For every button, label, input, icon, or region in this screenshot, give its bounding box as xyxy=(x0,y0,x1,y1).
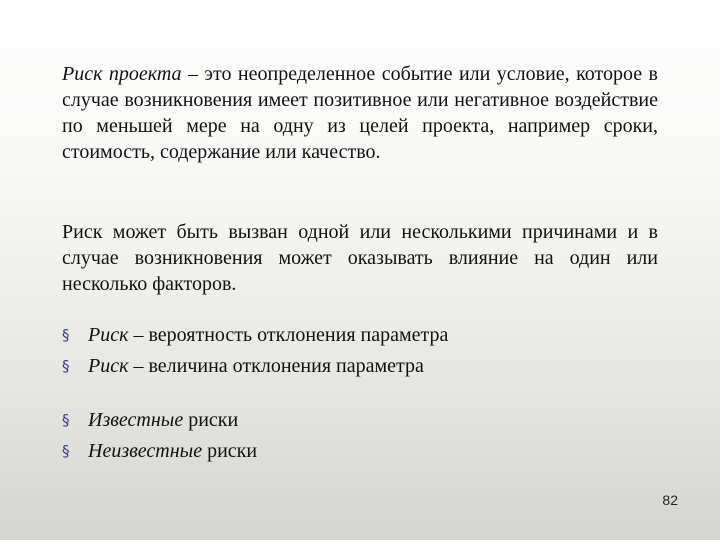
bullet-term: Неизвестные xyxy=(88,440,203,462)
list-item xyxy=(62,351,662,382)
bullet-term: Риск xyxy=(88,324,129,346)
section-sign-bullet-icon: § xyxy=(62,357,70,375)
risk-definition-term: Риск проекта xyxy=(62,63,182,85)
bullet-term: Риск xyxy=(88,355,129,377)
section-sign-bullet-icon: § xyxy=(62,326,70,344)
risk-types-list xyxy=(62,405,662,467)
risk-definition-paragraph xyxy=(62,61,658,165)
bullet-text: – вероятность отклонения параметра xyxy=(128,324,449,346)
bullet-text: риски xyxy=(202,440,258,462)
list-item xyxy=(62,436,662,467)
risk-parameter-list xyxy=(62,320,662,382)
section-sign-bullet-icon: § xyxy=(62,411,70,429)
page-number: 82 xyxy=(662,492,678,508)
section-sign-bullet-icon: § xyxy=(62,442,70,460)
list-item xyxy=(62,320,662,351)
bullet-term: Известные xyxy=(88,409,184,431)
bullet-text: риски xyxy=(183,409,239,431)
risk-definition-text: – это неопределенное событие или условие, которое в случае возникновения имеет позитивное или негативное воздействие по меньшей мере на одну из целей проекта, например сроки, стоимость, содержание или качество. xyxy=(62,63,658,163)
bullet-text: – величина отклонения параметра xyxy=(128,355,424,377)
risk-causes-paragraph: Риск может быть вызван одной или несколькими причинами и в случае возникновения может оказывать влияние на один или несколько факторов. xyxy=(62,221,658,295)
list-item xyxy=(62,405,662,436)
